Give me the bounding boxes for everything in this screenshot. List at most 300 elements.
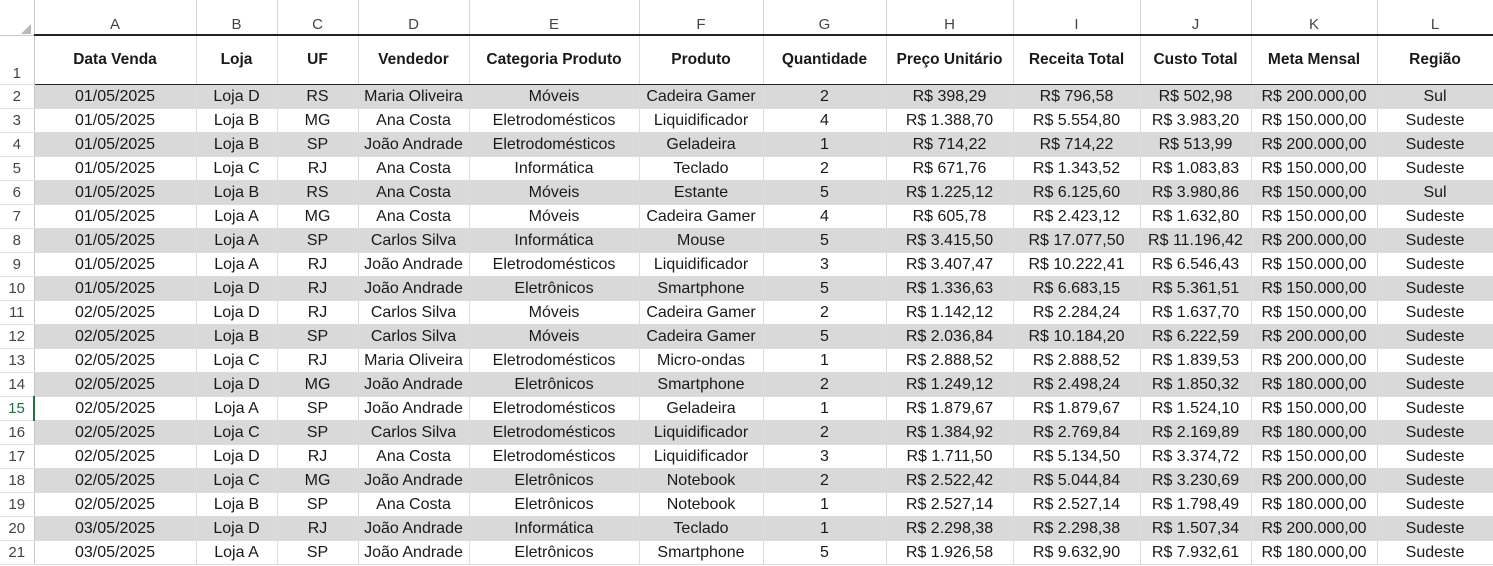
cell-a14[interactable]: 02/05/2025 bbox=[34, 373, 196, 397]
cell-l19[interactable]: Sudeste bbox=[1377, 493, 1493, 517]
row-number[interactable]: 11 bbox=[0, 301, 34, 325]
row-number[interactable]: 7 bbox=[0, 205, 34, 229]
cell-i11[interactable]: R$ 2.284,24 bbox=[1013, 301, 1140, 325]
cell-j19[interactable]: R$ 1.798,49 bbox=[1140, 493, 1251, 517]
cell-c4[interactable]: SP bbox=[277, 133, 358, 157]
cell-h10[interactable]: R$ 1.336,63 bbox=[886, 277, 1013, 301]
header-cell-k[interactable]: Meta Mensal bbox=[1251, 35, 1377, 85]
table-row bbox=[0, 133, 1493, 157]
cell-l20[interactable]: Sudeste bbox=[1377, 517, 1493, 541]
cell-e21[interactable]: Eletrônicos bbox=[469, 541, 639, 565]
cell-h11[interactable]: R$ 1.142,12 bbox=[886, 301, 1013, 325]
cell-i10[interactable]: R$ 6.683,15 bbox=[1013, 277, 1140, 301]
cell-f8[interactable]: Mouse bbox=[639, 229, 763, 253]
cell-a4[interactable]: 01/05/2025 bbox=[34, 133, 196, 157]
row-number[interactable]: 12 bbox=[0, 325, 34, 349]
cell-a12[interactable]: 02/05/2025 bbox=[34, 325, 196, 349]
cell-l12[interactable]: Sudeste bbox=[1377, 325, 1493, 349]
header-cell-g[interactable]: Quantidade bbox=[763, 35, 886, 85]
cell-c19[interactable]: SP bbox=[277, 493, 358, 517]
cell-l10[interactable]: Sudeste bbox=[1377, 277, 1493, 301]
cell-e12[interactable]: Móveis bbox=[469, 325, 639, 349]
cell-k2[interactable]: R$ 200.000,00 bbox=[1251, 85, 1377, 109]
cell-l4[interactable]: Sudeste bbox=[1377, 133, 1493, 157]
cell-l5[interactable]: Sudeste bbox=[1377, 157, 1493, 181]
cell-j2[interactable]: R$ 502,98 bbox=[1140, 85, 1251, 109]
header-cell-d[interactable]: Vendedor bbox=[358, 35, 469, 85]
cell-f10[interactable]: Smartphone bbox=[639, 277, 763, 301]
cell-d18[interactable]: João Andrade bbox=[358, 469, 469, 493]
cell-k16[interactable]: R$ 180.000,00 bbox=[1251, 421, 1377, 445]
cell-k11[interactable]: R$ 150.000,00 bbox=[1251, 301, 1377, 325]
row-number[interactable]: 14 bbox=[0, 373, 34, 397]
row-number[interactable]: 6 bbox=[0, 181, 34, 205]
cell-b17[interactable]: Loja D bbox=[196, 445, 277, 469]
cell-c18[interactable]: MG bbox=[277, 469, 358, 493]
cell-b9[interactable]: Loja A bbox=[196, 253, 277, 277]
cell-e8[interactable]: Informática bbox=[469, 229, 639, 253]
cell-b20[interactable]: Loja D bbox=[196, 517, 277, 541]
cell-f15[interactable]: Geladeira bbox=[639, 397, 763, 421]
cell-e17[interactable]: Eletrodomésticos bbox=[469, 445, 639, 469]
cell-j11[interactable]: R$ 1.637,70 bbox=[1140, 301, 1251, 325]
cell-j4[interactable]: R$ 513,99 bbox=[1140, 133, 1251, 157]
cell-f12[interactable]: Cadeira Gamer bbox=[639, 325, 763, 349]
row-number[interactable]: 3 bbox=[0, 109, 34, 133]
cell-c6[interactable]: RS bbox=[277, 181, 358, 205]
cell-c16[interactable]: SP bbox=[277, 421, 358, 445]
cell-l11[interactable]: Sudeste bbox=[1377, 301, 1493, 325]
cell-g19[interactable]: 1 bbox=[763, 493, 886, 517]
cell-g16[interactable]: 2 bbox=[763, 421, 886, 445]
cell-b3[interactable]: Loja B bbox=[196, 109, 277, 133]
cell-e10[interactable]: Eletrônicos bbox=[469, 277, 639, 301]
table-row bbox=[0, 469, 1493, 493]
cell-e20[interactable]: Informática bbox=[469, 517, 639, 541]
cell-j9[interactable]: R$ 6.546,43 bbox=[1140, 253, 1251, 277]
cell-d11[interactable]: Carlos Silva bbox=[358, 301, 469, 325]
cell-h8[interactable]: R$ 3.415,50 bbox=[886, 229, 1013, 253]
row-number[interactable]: 5 bbox=[0, 157, 34, 181]
cell-f2[interactable]: Cadeira Gamer bbox=[639, 85, 763, 109]
column-header-l[interactable]: L bbox=[1377, 0, 1493, 35]
cell-g15[interactable]: 1 bbox=[763, 397, 886, 421]
cell-c11[interactable]: RJ bbox=[277, 301, 358, 325]
cell-h19[interactable]: R$ 2.527,14 bbox=[886, 493, 1013, 517]
cell-f6[interactable]: Estante bbox=[639, 181, 763, 205]
cell-g18[interactable]: 2 bbox=[763, 469, 886, 493]
cell-i3[interactable]: R$ 5.554,80 bbox=[1013, 109, 1140, 133]
cell-l13[interactable]: Sudeste bbox=[1377, 349, 1493, 373]
cell-h2[interactable]: R$ 398,29 bbox=[886, 85, 1013, 109]
cell-a7[interactable]: 01/05/2025 bbox=[34, 205, 196, 229]
cell-d6[interactable]: Ana Costa bbox=[358, 181, 469, 205]
cell-k8[interactable]: R$ 200.000,00 bbox=[1251, 229, 1377, 253]
cell-d4[interactable]: João Andrade bbox=[358, 133, 469, 157]
cell-b6[interactable]: Loja B bbox=[196, 181, 277, 205]
cell-h9[interactable]: R$ 3.407,47 bbox=[886, 253, 1013, 277]
cell-i2[interactable]: R$ 796,58 bbox=[1013, 85, 1140, 109]
cell-c15[interactable]: SP bbox=[277, 397, 358, 421]
table-row bbox=[0, 541, 1493, 565]
cell-e5[interactable]: Informática bbox=[469, 157, 639, 181]
cell-l14[interactable]: Sudeste bbox=[1377, 373, 1493, 397]
column-header-g[interactable]: G bbox=[763, 0, 886, 35]
cell-i17[interactable]: R$ 5.134,50 bbox=[1013, 445, 1140, 469]
cell-k17[interactable]: R$ 150.000,00 bbox=[1251, 445, 1377, 469]
table-row bbox=[0, 493, 1493, 517]
row-number[interactable]: 16 bbox=[0, 421, 34, 445]
row-number[interactable]: 2 bbox=[0, 85, 34, 109]
table-row bbox=[0, 109, 1493, 133]
cell-b8[interactable]: Loja A bbox=[196, 229, 277, 253]
cell-d13[interactable]: Maria Oliveira bbox=[358, 349, 469, 373]
cell-l16[interactable]: Sudeste bbox=[1377, 421, 1493, 445]
cell-f20[interactable]: Teclado bbox=[639, 517, 763, 541]
cell-f18[interactable]: Notebook bbox=[639, 469, 763, 493]
cell-h21[interactable]: R$ 1.926,58 bbox=[886, 541, 1013, 565]
cell-j12[interactable]: R$ 6.222,59 bbox=[1140, 325, 1251, 349]
cell-j16[interactable]: R$ 2.169,89 bbox=[1140, 421, 1251, 445]
cell-a2[interactable]: 01/05/2025 bbox=[34, 85, 196, 109]
cell-c21[interactable]: SP bbox=[277, 541, 358, 565]
cell-d15[interactable]: João Andrade bbox=[358, 397, 469, 421]
cell-b4[interactable]: Loja B bbox=[196, 133, 277, 157]
column-header-d[interactable]: D bbox=[358, 0, 469, 35]
cell-g5[interactable]: 2 bbox=[763, 157, 886, 181]
cell-c5[interactable]: RJ bbox=[277, 157, 358, 181]
cell-d21[interactable]: João Andrade bbox=[358, 541, 469, 565]
cell-i14[interactable]: R$ 2.498,24 bbox=[1013, 373, 1140, 397]
column-header-f[interactable]: F bbox=[639, 0, 763, 35]
cell-g7[interactable]: 4 bbox=[763, 205, 886, 229]
cell-a18[interactable]: 02/05/2025 bbox=[34, 469, 196, 493]
header-cell-h[interactable]: Preço Unitário bbox=[886, 35, 1013, 85]
cell-i8[interactable]: R$ 17.077,50 bbox=[1013, 229, 1140, 253]
cell-a10[interactable]: 01/05/2025 bbox=[34, 277, 196, 301]
cell-j20[interactable]: R$ 1.507,34 bbox=[1140, 517, 1251, 541]
cell-h16[interactable]: R$ 1.384,92 bbox=[886, 421, 1013, 445]
cell-e18[interactable]: Eletrônicos bbox=[469, 469, 639, 493]
header-cell-i[interactable]: Receita Total bbox=[1013, 35, 1140, 85]
cell-h15[interactable]: R$ 1.879,67 bbox=[886, 397, 1013, 421]
cell-a6[interactable]: 01/05/2025 bbox=[34, 181, 196, 205]
cell-d19[interactable]: Ana Costa bbox=[358, 493, 469, 517]
cell-e14[interactable]: Eletrônicos bbox=[469, 373, 639, 397]
cell-l9[interactable]: Sudeste bbox=[1377, 253, 1493, 277]
column-header-j[interactable]: J bbox=[1140, 0, 1251, 35]
cell-f5[interactable]: Teclado bbox=[639, 157, 763, 181]
cell-k15[interactable]: R$ 150.000,00 bbox=[1251, 397, 1377, 421]
cell-g4[interactable]: 1 bbox=[763, 133, 886, 157]
table-header-row bbox=[0, 35, 1493, 85]
cell-f19[interactable]: Notebook bbox=[639, 493, 763, 517]
cell-h7[interactable]: R$ 605,78 bbox=[886, 205, 1013, 229]
cell-l18[interactable]: Sudeste bbox=[1377, 469, 1493, 493]
row-number[interactable]: 9 bbox=[0, 253, 34, 277]
row-number[interactable]: 4 bbox=[0, 133, 34, 157]
cell-e4[interactable]: Eletrodomésticos bbox=[469, 133, 639, 157]
cell-g17[interactable]: 3 bbox=[763, 445, 886, 469]
cell-c3[interactable]: MG bbox=[277, 109, 358, 133]
cell-g2[interactable]: 2 bbox=[763, 85, 886, 109]
cell-b11[interactable]: Loja D bbox=[196, 301, 277, 325]
cell-i13[interactable]: R$ 2.888,52 bbox=[1013, 349, 1140, 373]
cell-a13[interactable]: 02/05/2025 bbox=[34, 349, 196, 373]
cell-j18[interactable]: R$ 3.230,69 bbox=[1140, 469, 1251, 493]
cell-a3[interactable]: 01/05/2025 bbox=[34, 109, 196, 133]
cell-e19[interactable]: Eletrônicos bbox=[469, 493, 639, 517]
cell-e11[interactable]: Móveis bbox=[469, 301, 639, 325]
table-row bbox=[0, 253, 1493, 277]
row-number[interactable]: 8 bbox=[0, 229, 34, 253]
cell-j13[interactable]: R$ 1.839,53 bbox=[1140, 349, 1251, 373]
table-row bbox=[0, 373, 1493, 397]
cell-g11[interactable]: 2 bbox=[763, 301, 886, 325]
cell-c2[interactable]: RS bbox=[277, 85, 358, 109]
column-header-h[interactable]: H bbox=[886, 0, 1013, 35]
cell-j10[interactable]: R$ 5.361,51 bbox=[1140, 277, 1251, 301]
cell-e3[interactable]: Eletrodomésticos bbox=[469, 109, 639, 133]
cell-g14[interactable]: 2 bbox=[763, 373, 886, 397]
cell-a5[interactable]: 01/05/2025 bbox=[34, 157, 196, 181]
cell-g8[interactable]: 5 bbox=[763, 229, 886, 253]
cell-k20[interactable]: R$ 200.000,00 bbox=[1251, 517, 1377, 541]
cell-k21[interactable]: R$ 180.000,00 bbox=[1251, 541, 1377, 565]
cell-h14[interactable]: R$ 1.249,12 bbox=[886, 373, 1013, 397]
row-number[interactable]: 1 bbox=[0, 35, 34, 85]
cell-h18[interactable]: R$ 2.522,42 bbox=[886, 469, 1013, 493]
table-row bbox=[0, 277, 1493, 301]
column-header-row bbox=[0, 0, 1493, 35]
cell-d20[interactable]: João Andrade bbox=[358, 517, 469, 541]
cell-c20[interactable]: RJ bbox=[277, 517, 358, 541]
cell-g13[interactable]: 1 bbox=[763, 349, 886, 373]
cell-j5[interactable]: R$ 1.083,83 bbox=[1140, 157, 1251, 181]
cell-h12[interactable]: R$ 2.036,84 bbox=[886, 325, 1013, 349]
cell-f4[interactable]: Geladeira bbox=[639, 133, 763, 157]
cell-i18[interactable]: R$ 5.044,84 bbox=[1013, 469, 1140, 493]
cell-f14[interactable]: Smartphone bbox=[639, 373, 763, 397]
cell-c9[interactable]: RJ bbox=[277, 253, 358, 277]
cell-b18[interactable]: Loja C bbox=[196, 469, 277, 493]
header-cell-e[interactable]: Categoria Produto bbox=[469, 35, 639, 85]
cell-f16[interactable]: Liquidificador bbox=[639, 421, 763, 445]
cell-k6[interactable]: R$ 150.000,00 bbox=[1251, 181, 1377, 205]
cell-l15[interactable]: Sudeste bbox=[1377, 397, 1493, 421]
cell-c8[interactable]: SP bbox=[277, 229, 358, 253]
cell-h20[interactable]: R$ 2.298,38 bbox=[886, 517, 1013, 541]
cell-k19[interactable]: R$ 180.000,00 bbox=[1251, 493, 1377, 517]
cell-j8[interactable]: R$ 11.196,42 bbox=[1140, 229, 1251, 253]
column-header-b[interactable]: B bbox=[196, 0, 277, 35]
cell-a8[interactable]: 01/05/2025 bbox=[34, 229, 196, 253]
cell-k14[interactable]: R$ 180.000,00 bbox=[1251, 373, 1377, 397]
cell-a9[interactable]: 01/05/2025 bbox=[34, 253, 196, 277]
cell-h5[interactable]: R$ 671,76 bbox=[886, 157, 1013, 181]
header-cell-f[interactable]: Produto bbox=[639, 35, 763, 85]
cell-i15[interactable]: R$ 1.879,67 bbox=[1013, 397, 1140, 421]
cell-l3[interactable]: Sudeste bbox=[1377, 109, 1493, 133]
cell-f17[interactable]: Liquidificador bbox=[639, 445, 763, 469]
column-header-e[interactable]: E bbox=[469, 0, 639, 35]
cell-e6[interactable]: Móveis bbox=[469, 181, 639, 205]
cell-d10[interactable]: João Andrade bbox=[358, 277, 469, 301]
cell-e16[interactable]: Eletrodomésticos bbox=[469, 421, 639, 445]
cell-b7[interactable]: Loja A bbox=[196, 205, 277, 229]
cell-k10[interactable]: R$ 150.000,00 bbox=[1251, 277, 1377, 301]
cell-e9[interactable]: Eletrodomésticos bbox=[469, 253, 639, 277]
table-row bbox=[0, 421, 1493, 445]
cell-h17[interactable]: R$ 1.711,50 bbox=[886, 445, 1013, 469]
header-cell-l[interactable]: Região bbox=[1377, 35, 1493, 85]
cell-d16[interactable]: Carlos Silva bbox=[358, 421, 469, 445]
cell-h13[interactable]: R$ 2.888,52 bbox=[886, 349, 1013, 373]
cell-j17[interactable]: R$ 3.374,72 bbox=[1140, 445, 1251, 469]
cell-i21[interactable]: R$ 9.632,90 bbox=[1013, 541, 1140, 565]
row-number[interactable]: 18 bbox=[0, 469, 34, 493]
cell-i6[interactable]: R$ 6.125,60 bbox=[1013, 181, 1140, 205]
cell-d2[interactable]: Maria Oliveira bbox=[358, 85, 469, 109]
cell-b14[interactable]: Loja D bbox=[196, 373, 277, 397]
cell-f9[interactable]: Liquidificador bbox=[639, 253, 763, 277]
cell-i16[interactable]: R$ 2.769,84 bbox=[1013, 421, 1140, 445]
cell-h6[interactable]: R$ 1.225,12 bbox=[886, 181, 1013, 205]
cell-k7[interactable]: R$ 150.000,00 bbox=[1251, 205, 1377, 229]
cell-f13[interactable]: Micro-ondas bbox=[639, 349, 763, 373]
column-header-a[interactable]: A bbox=[34, 0, 196, 35]
cell-g6[interactable]: 5 bbox=[763, 181, 886, 205]
cell-a20[interactable]: 03/05/2025 bbox=[34, 517, 196, 541]
cell-g3[interactable]: 4 bbox=[763, 109, 886, 133]
cell-j7[interactable]: R$ 1.632,80 bbox=[1140, 205, 1251, 229]
column-header-i[interactable]: I bbox=[1013, 0, 1140, 35]
cell-c10[interactable]: RJ bbox=[277, 277, 358, 301]
cell-a15[interactable]: 02/05/2025 bbox=[34, 397, 196, 421]
cell-b10[interactable]: Loja D bbox=[196, 277, 277, 301]
cell-g21[interactable]: 5 bbox=[763, 541, 886, 565]
cell-a11[interactable]: 02/05/2025 bbox=[34, 301, 196, 325]
cell-k4[interactable]: R$ 200.000,00 bbox=[1251, 133, 1377, 157]
cell-b16[interactable]: Loja C bbox=[196, 421, 277, 445]
cell-g12[interactable]: 5 bbox=[763, 325, 886, 349]
cell-k5[interactable]: R$ 150.000,00 bbox=[1251, 157, 1377, 181]
header-cell-b[interactable]: Loja bbox=[196, 35, 277, 85]
cell-f11[interactable]: Cadeira Gamer bbox=[639, 301, 763, 325]
cell-i19[interactable]: R$ 2.527,14 bbox=[1013, 493, 1140, 517]
cell-a16[interactable]: 02/05/2025 bbox=[34, 421, 196, 445]
cell-h4[interactable]: R$ 714,22 bbox=[886, 133, 1013, 157]
cell-k9[interactable]: R$ 150.000,00 bbox=[1251, 253, 1377, 277]
cell-d7[interactable]: Ana Costa bbox=[358, 205, 469, 229]
cell-i7[interactable]: R$ 2.423,12 bbox=[1013, 205, 1140, 229]
cell-g9[interactable]: 3 bbox=[763, 253, 886, 277]
row-number[interactable]: 19 bbox=[0, 493, 34, 517]
cell-b5[interactable]: Loja C bbox=[196, 157, 277, 181]
cell-c12[interactable]: SP bbox=[277, 325, 358, 349]
cell-c14[interactable]: MG bbox=[277, 373, 358, 397]
cell-l6[interactable]: Sul bbox=[1377, 181, 1493, 205]
cell-d14[interactable]: João Andrade bbox=[358, 373, 469, 397]
cell-k13[interactable]: R$ 200.000,00 bbox=[1251, 349, 1377, 373]
row-number[interactable]: 20 bbox=[0, 517, 34, 541]
cell-b21[interactable]: Loja A bbox=[196, 541, 277, 565]
cell-f21[interactable]: Smartphone bbox=[639, 541, 763, 565]
cell-g20[interactable]: 1 bbox=[763, 517, 886, 541]
cell-c17[interactable]: RJ bbox=[277, 445, 358, 469]
cell-j21[interactable]: R$ 7.932,61 bbox=[1140, 541, 1251, 565]
table-row bbox=[0, 205, 1493, 229]
column-header-k[interactable]: K bbox=[1251, 0, 1377, 35]
cell-i9[interactable]: R$ 10.222,41 bbox=[1013, 253, 1140, 277]
cell-b12[interactable]: Loja B bbox=[196, 325, 277, 349]
cell-l7[interactable]: Sudeste bbox=[1377, 205, 1493, 229]
cell-k12[interactable]: R$ 200.000,00 bbox=[1251, 325, 1377, 349]
table-row bbox=[0, 349, 1493, 373]
cell-i5[interactable]: R$ 1.343,52 bbox=[1013, 157, 1140, 181]
cell-a17[interactable]: 02/05/2025 bbox=[34, 445, 196, 469]
cell-e2[interactable]: Móveis bbox=[469, 85, 639, 109]
cell-d3[interactable]: Ana Costa bbox=[358, 109, 469, 133]
cell-i12[interactable]: R$ 10.184,20 bbox=[1013, 325, 1140, 349]
worksheet-body bbox=[0, 35, 1493, 565]
cell-c13[interactable]: RJ bbox=[277, 349, 358, 373]
cell-i4[interactable]: R$ 714,22 bbox=[1013, 133, 1140, 157]
cell-b13[interactable]: Loja C bbox=[196, 349, 277, 373]
cell-d9[interactable]: João Andrade bbox=[358, 253, 469, 277]
row-number[interactable]: 15 bbox=[0, 397, 34, 421]
cell-b15[interactable]: Loja A bbox=[196, 397, 277, 421]
cell-j6[interactable]: R$ 3.980,86 bbox=[1140, 181, 1251, 205]
row-number[interactable]: 17 bbox=[0, 445, 34, 469]
cell-d17[interactable]: Ana Costa bbox=[358, 445, 469, 469]
cell-e15[interactable]: Eletrodomésticos bbox=[469, 397, 639, 421]
cell-a21[interactable]: 03/05/2025 bbox=[34, 541, 196, 565]
cell-l8[interactable]: Sudeste bbox=[1377, 229, 1493, 253]
cell-a19[interactable]: 02/05/2025 bbox=[34, 493, 196, 517]
cell-j3[interactable]: R$ 3.983,20 bbox=[1140, 109, 1251, 133]
cell-h3[interactable]: R$ 1.388,70 bbox=[886, 109, 1013, 133]
cell-l2[interactable]: Sul bbox=[1377, 85, 1493, 109]
cell-d5[interactable]: Ana Costa bbox=[358, 157, 469, 181]
row-number[interactable]: 10 bbox=[0, 277, 34, 301]
cell-b2[interactable]: Loja D bbox=[196, 85, 277, 109]
cell-i20[interactable]: R$ 2.298,38 bbox=[1013, 517, 1140, 541]
cell-e13[interactable]: Eletrodomésticos bbox=[469, 349, 639, 373]
row-number[interactable]: 13 bbox=[0, 349, 34, 373]
cell-j15[interactable]: R$ 1.524,10 bbox=[1140, 397, 1251, 421]
row-number[interactable]: 21 bbox=[0, 541, 34, 565]
header-cell-a[interactable]: Data Venda bbox=[34, 35, 196, 85]
cell-j14[interactable]: R$ 1.850,32 bbox=[1140, 373, 1251, 397]
cell-e7[interactable]: Móveis bbox=[469, 205, 639, 229]
cell-f3[interactable]: Liquidificador bbox=[639, 109, 763, 133]
header-cell-j[interactable]: Custo Total bbox=[1140, 35, 1251, 85]
cell-l21[interactable]: Sudeste bbox=[1377, 541, 1493, 565]
cell-f7[interactable]: Cadeira Gamer bbox=[639, 205, 763, 229]
cell-k18[interactable]: R$ 200.000,00 bbox=[1251, 469, 1377, 493]
select-all-corner[interactable] bbox=[0, 0, 34, 35]
header-cell-c[interactable]: UF bbox=[277, 35, 358, 85]
column-header-c[interactable]: C bbox=[277, 0, 358, 35]
cell-g10[interactable]: 5 bbox=[763, 277, 886, 301]
cell-c7[interactable]: MG bbox=[277, 205, 358, 229]
cell-d12[interactable]: Carlos Silva bbox=[358, 325, 469, 349]
cell-k3[interactable]: R$ 150.000,00 bbox=[1251, 109, 1377, 133]
cell-b19[interactable]: Loja B bbox=[196, 493, 277, 517]
cell-d8[interactable]: Carlos Silva bbox=[358, 229, 469, 253]
cell-l17[interactable]: Sudeste bbox=[1377, 445, 1493, 469]
